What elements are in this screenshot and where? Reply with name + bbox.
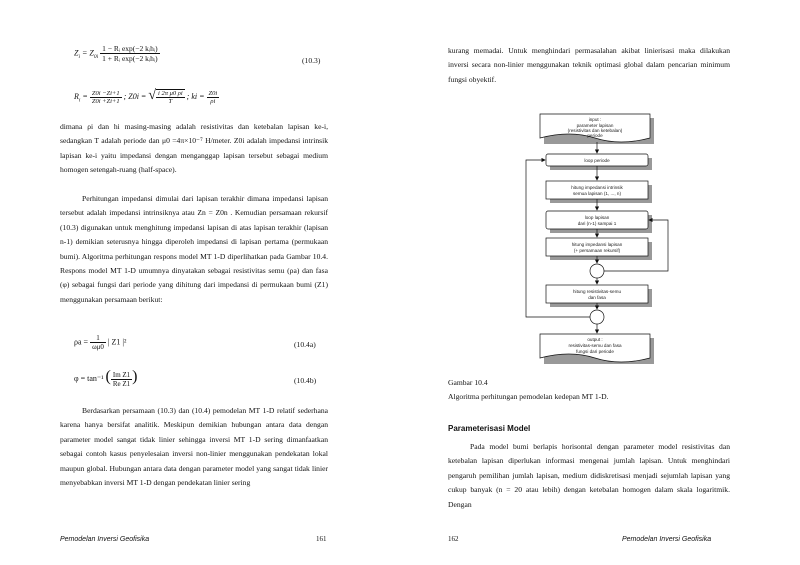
input-title: input : (588, 117, 602, 122)
loop-period-label: loop periode (584, 158, 610, 163)
footer-title: Pemodelan Inversi Geofisika (622, 536, 712, 543)
loop-end-circle-period (590, 310, 604, 324)
loop-layers-box (546, 211, 648, 229)
paragraph-2: Perhitungan impedansi dimulai dari lapisan terakhir dimana impedansi lapisan tersebut adalah impedansi intrinsiknya atau Zn = Z0n . Kemudian persamaan rekursif (10.3) digunakan untuk menghitung impedansi lapisan di atas lapisan terakhir (lapisan n-1) demikian seterusnya hingga diperoleh impedansi di lapisan pertama (permukaan bumi). Algoritma perhitungan respons model MT 1-D diperlihatkan pada Gambar 10.4. Respons model MT 1-D umumnya dinyatakan sebagai resistivitas semu (ρa) dan fasa (φ) sebagai fungsi dari periode yang dihitung dari impedansi di permukaan bumi (Z1) menggunakan persamaan berikut: (60, 194, 328, 304)
calc-intrinsic-box (546, 181, 648, 199)
output-line-2: fungsi dari periode (576, 349, 614, 354)
calc-apparent-box (546, 285, 648, 303)
loop-layers-line-2: dari (n-1) sampai 1 (577, 221, 617, 226)
equation-number-10-4a: (10.4a) (294, 340, 316, 349)
equation-10-3: $Z_i = Z_{0i}$ $\frac{\text{1 − Rᵢ exp(−2 kᵢhᵢ)}}{\text{1 + Rᵢ exp(−2 kᵢhᵢ)}}$ (74, 44, 158, 63)
figure-label: Gambar 10.4 (448, 378, 488, 387)
calc-intrinsic-line-2: semua lapisan (1, ..., n) (572, 191, 622, 196)
section-heading: Parameterisasi Model (448, 424, 531, 433)
figure-caption: Algoritma perhitungan pemodelan kedepan MT 1-D. (448, 392, 609, 401)
equation-number-10-3: (10.3) (302, 56, 321, 65)
equation-10-4a: ρa = $\frac{1}{\omega\mu 0}$ | Z1 |² (74, 334, 127, 351)
equation-10-4b: φ = tan⁻¹ ( $\frac{\text{Im Z1}}{\text{Re Z1}}$ ) (74, 368, 138, 388)
output-title: output : (587, 337, 603, 342)
flowchart (516, 110, 686, 368)
loop-end-circle-layers (590, 264, 604, 278)
equation-definitions: $R_i$ = $\frac{Z0i -Zi+1}{Z0i +Zi+1}$ ; Z0i = √ $\frac{\text{i 2π μ0 ρi}}{T}$ ; ki = $\frac{Z0i}{\rho i}$ (74, 88, 218, 106)
calc-apparent-line-1: hitung resistivitas-semu (573, 289, 621, 294)
calc-intrinsic-line-1: hitung impedansi intrinsik (571, 185, 623, 190)
calc-layer-line-2: (+ persamaan rekursif) (573, 248, 621, 253)
calc-apparent-line-2: dan fasa (588, 295, 606, 300)
right-page (400, 0, 800, 565)
loop-layers-line-1: loop lapisan (584, 215, 610, 220)
equation-number-10-4b: (10.4b) (294, 376, 317, 385)
footer-page-number: 162 (448, 535, 459, 543)
footer-title: Pemodelan Inversi Geofisika (60, 536, 150, 543)
input-line-2: (resistivitas dan ketebalan) (567, 128, 623, 133)
paragraph-top: kurang memadai. Untuk menghindari permasalahan akibat linierisasi maka dilakukan inversi secara non-linier menggunakan teknik optimasi global dalam pencarian minimum fungsi obyektif. (448, 46, 730, 84)
input-line-1: parameter lapisan (576, 123, 614, 128)
input-line-3: periode (587, 133, 603, 138)
output-line-1: resistivitas-semu dan fasa (568, 343, 622, 348)
paragraph-3: Berdasarkan persamaan (10.3) dan (10.4) pemodelan MT 1-D relatif sederhana karena hanya bersifat analitik. Meskipun demikian hubungan antara data dengan parameter model sangat tidak linier sehingga inversi MT 1-D sering dimanfaatkan sebagai contoh kasus penyelesaian inversi non-linier menggunakan pendekatan lokal maupun global. Hubungan antara data dengan parameter model yang sangat tidak linier menyebabkan inversi MT 1-D dengan pendekatan linier sering (60, 406, 328, 488)
paragraph-1: dimana ρi dan hi masing-masing adalah resistivitas dan ketebalan lapisan ke-i, sedangkan T adalah periode dan μ0 =4π×10⁻⁷ H/meter. Z0i adalah impedansi intrinsik lapisan ke-i yaitu impedansi dengan menganggap lapisan tersebut sebagai medium homogen setengah-ruang (half-space). (60, 122, 328, 175)
calc-layer-line-1: hitung impedansi lapisan (571, 242, 623, 247)
footer-page-number: 161 (316, 535, 327, 543)
calc-layer-box (546, 238, 648, 256)
paragraph-section: Pada model bumi berlapis horisontal dengan parameter model resistivitas dan ketebalan lapisan diperlukan informasi mengenai jumlah lapisan. Untuk menghindari pengaruh pemilihan jumlah lapisan, medium didiskretisasi menjadi sejumlah lapisan yang cukup banyak (n = 20 atau lebih) dengan ketebalan homogen dalam skala logaritmik. Dengan (448, 442, 730, 509)
